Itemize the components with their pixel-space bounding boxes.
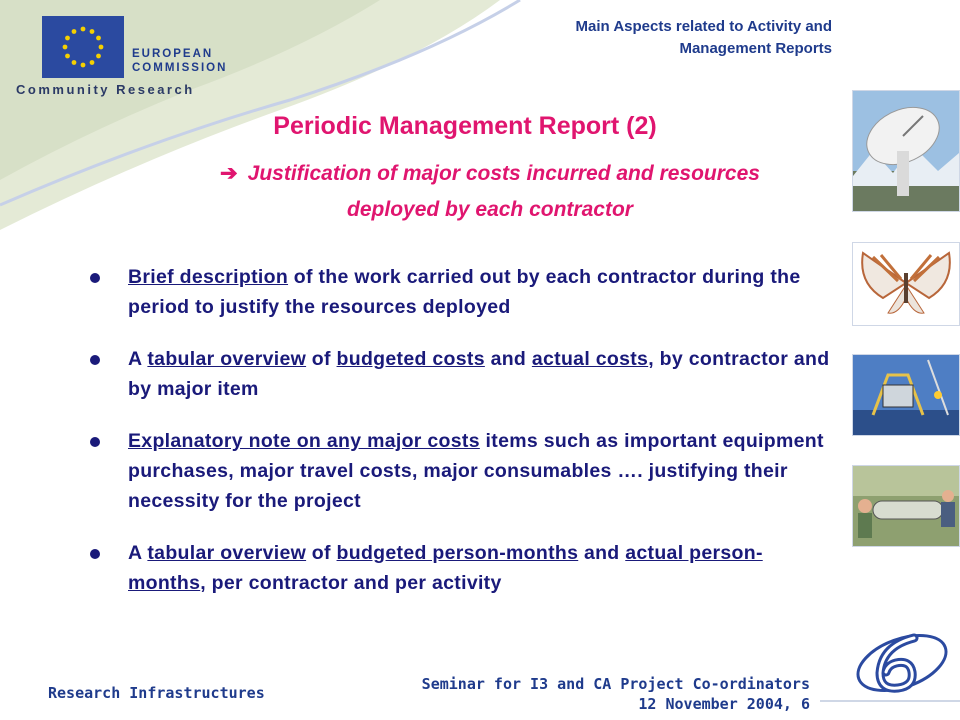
bullet-text: of [306, 542, 337, 564]
underlined-term: Explanatory note on any major costs [128, 430, 480, 452]
underlined-term: actual costs [531, 348, 649, 370]
bullet-text: A [128, 348, 148, 370]
eu-stars-icon [42, 16, 124, 78]
bullet-item [90, 344, 830, 404]
bullet-item [90, 426, 830, 516]
bullet-text: and [484, 348, 532, 370]
bullet-text: A [128, 542, 148, 564]
underlined-term: budgeted person-months [336, 542, 579, 564]
community-research-label: Community Research [16, 82, 195, 97]
research-platform-photo [852, 354, 960, 436]
footer-divider [820, 700, 960, 702]
eu-flag-logo [42, 16, 124, 78]
slide-title: Periodic Management Report (2) [273, 112, 657, 140]
underlined-term: tabular overview [147, 348, 307, 370]
underlined-term: budgeted costs [336, 348, 485, 370]
footer-program-label: Research Infrastructures [48, 684, 265, 702]
satellite-dish-photo [852, 90, 960, 212]
bullet-text: of the work carried out by each contractor during the period to justify the resources deployed [128, 266, 801, 318]
footer-seminar-line-2: 12 November 2004, 6 [638, 695, 810, 713]
bullet-dot-icon [90, 355, 100, 365]
org-line-2: COMMISSION [132, 62, 228, 74]
bullet-text: of [306, 348, 337, 370]
bullet-list [90, 262, 830, 620]
underlined-term: Brief description [128, 266, 289, 288]
bullet-dot-icon [90, 549, 100, 559]
commission-name [132, 47, 227, 75]
bullet-dot-icon [90, 437, 100, 447]
context-header [576, 16, 832, 60]
bullet-item [90, 538, 830, 598]
bullet-text: , by contractor and by major item [128, 348, 830, 400]
slide-subtitle [140, 156, 840, 228]
laboratory-photo [852, 465, 960, 547]
context-line-2: Management Reports [679, 40, 832, 57]
bullet-text: items such as important equipment purchases, major travel costs, major consumables …. justifying their necessity for the project [128, 430, 824, 512]
bullet-text: and [578, 542, 626, 564]
bullet-item [90, 262, 830, 322]
underlined-term: actual person-months [128, 542, 763, 594]
context-line-1: Main Aspects related to Activity and [575, 18, 832, 35]
right-arrow-icon: ➔ [220, 162, 238, 185]
footer-seminar-info [422, 674, 810, 714]
butterfly-photo [852, 242, 960, 326]
footer-seminar-line-1: Seminar for I3 and CA Project Co-ordinators [421, 675, 810, 693]
bullet-text: , per contractor and per activity [200, 572, 502, 594]
underlined-term: tabular overview [147, 542, 307, 564]
subtitle-line-2: deployed by each contractor [347, 198, 633, 221]
bullet-dot-icon [90, 273, 100, 283]
subtitle-line-1: Justification of major costs incurred and resources [247, 162, 760, 185]
org-line-1: EUROPEAN [132, 48, 214, 60]
fp6-logo [852, 628, 952, 698]
